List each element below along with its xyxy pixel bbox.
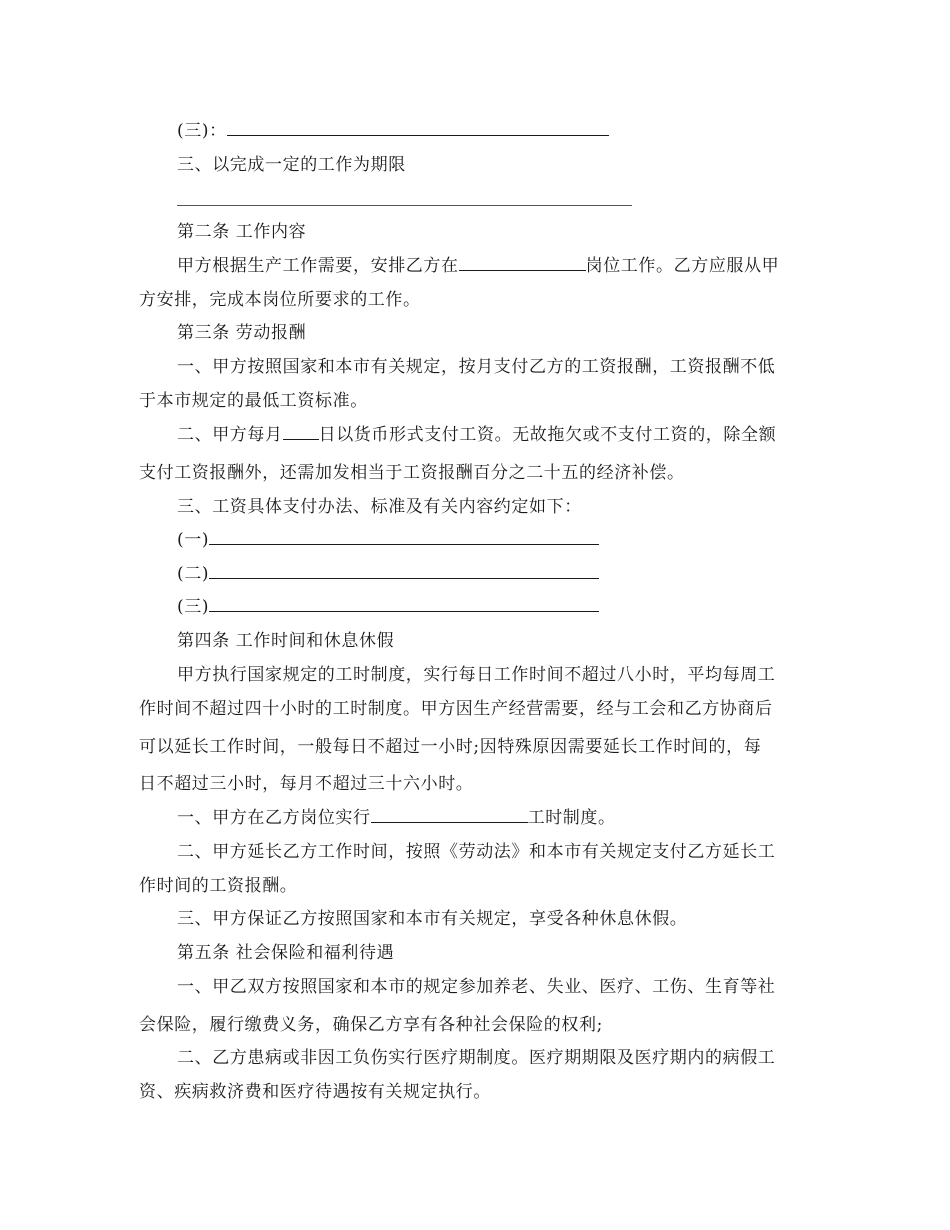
line-text: 工时制度。 [527,808,616,828]
fill-in-blank [209,597,599,612]
text-line [177,529,599,551]
text-line: 于本市规定的最低工资标准。 [139,391,368,411]
text-line: 日不超过三小时，每月不超过三十六小时。 [139,774,474,794]
text-line: 作时间不超过四十小时的工时制度。甲方因生产经营需要，经与工会和乙方协商后 [139,699,773,719]
section-heading: 第二条 工作内容 [177,222,307,242]
line-text: 甲方根据生产工作需要，安排乙方在 [177,256,459,276]
section-heading: 第三条 劳动报酬 [177,323,307,343]
text-line [177,596,599,618]
text-line [177,563,599,585]
section-heading: 第四条 工作时间和休息休假 [177,631,395,651]
line-text: (二) [177,564,210,584]
line-text: (三)： [177,121,227,141]
text-line [177,424,776,446]
fill-in-blank [227,121,609,136]
line-text: 一、甲方在乙方岗位实行 [177,808,371,828]
text-line: 可以延长工作时间，一般每日不超过一小时;因特殊原因需要延长工作时间的，每 [139,737,762,757]
text-line [177,255,779,277]
text-line [177,807,616,829]
text-line: 会保险，履行缴费义务，确保乙方享有各种社会保险的权利; [139,1015,603,1035]
text-line: 二、甲方延长乙方工作时间，按照《劳动法》和本市有关规定支付乙方延长工 [177,842,776,862]
fill-in-blank [459,256,586,271]
text-line [177,120,609,142]
line-text: (三) [177,597,210,617]
line-text: 二、甲方每月 [177,425,283,445]
line-text: (一) [177,530,210,550]
line-text: 日以货币形式支付工资。无故拖欠或不支付工资的，除全额 [318,425,777,445]
text-line: 方安排，完成本岗位所要求的工作。 [139,290,421,310]
text-line: 甲方执行国家规定的工时制度，实行每日工作时间不超过八小时，平均每周工 [177,665,776,685]
text-line: 一、甲方按照国家和本市有关规定，按月支付乙方的工资报酬，工资报酬不低 [177,357,776,377]
line-text: 岗位工作。乙方应服从甲 [585,256,780,276]
text-line: 三、甲方保证乙方按照国家和本市有关规定，享受各种休息休假。 [177,909,688,929]
fill-in-blank [209,530,599,545]
blank-rule-line [177,205,632,206]
text-line: 资、疾病救济费和医疗待遇按有关规定执行。 [139,1082,491,1102]
text-line: 一、甲乙双方按照国家和本市的规定参加养老、失业、医疗、工伤、生育等社 [177,977,776,997]
fill-in-blank [371,808,528,823]
section-heading: 第五条 社会保险和福利待遇 [177,943,395,963]
text-line: 三、工资具体支付办法、标准及有关内容约定如下： [177,497,582,517]
text-line: 作时间的工资报酬。 [139,876,298,896]
text-line: 支付工资报酬外，还需加发相当于工资报酬百分之二十五的经济补偿。 [139,463,685,483]
fill-in-blank [283,425,319,440]
text-line: 二、乙方患病或非因工负伤实行医疗期制度。医疗期期限及医疗期内的病假工 [177,1048,776,1068]
fill-in-blank [209,564,599,579]
text-line: 三、以完成一定的工作为期限 [177,155,406,175]
